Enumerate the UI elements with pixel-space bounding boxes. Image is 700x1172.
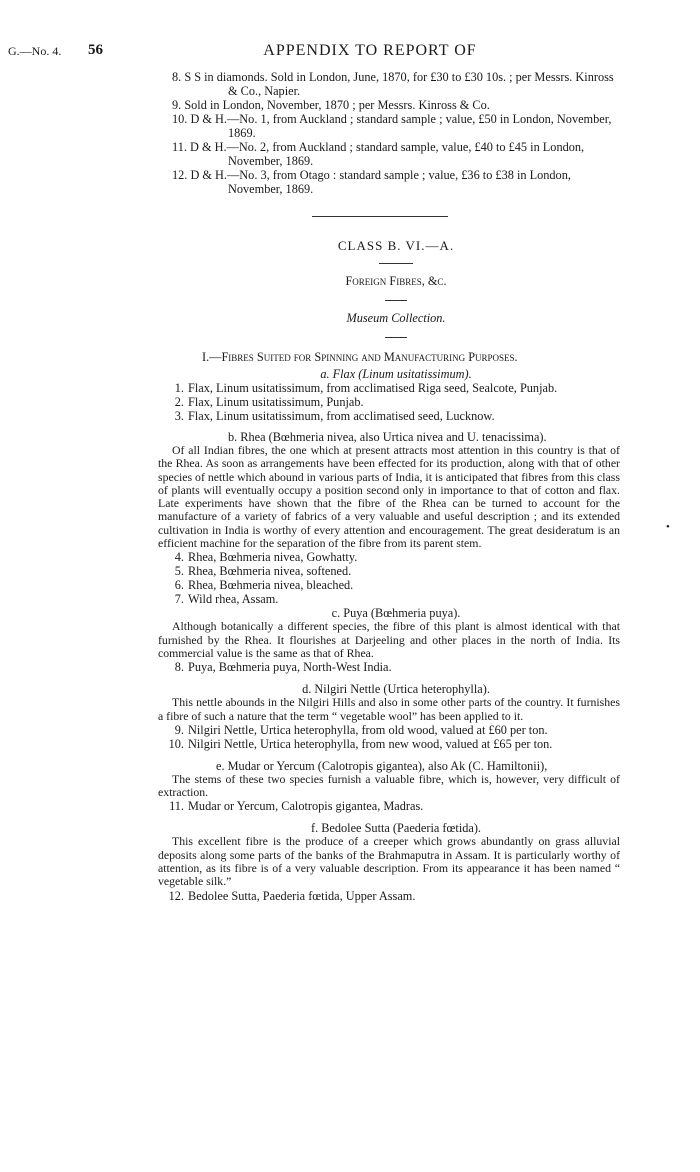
item-number: 8. xyxy=(172,70,182,84)
item-number: 6. xyxy=(174,578,184,593)
item-number: 12. xyxy=(168,888,184,903)
subsection-heading-a: a. Flax (Linum usitatissimum). xyxy=(320,367,472,381)
mudar-paragraph: The stems of these two species furnish a valuable fibre, which is, however, very difficult of extraction. xyxy=(158,771,620,800)
list-item xyxy=(172,70,620,98)
list-item xyxy=(168,550,620,564)
list-item xyxy=(168,592,620,606)
item-number: 9. xyxy=(172,98,182,112)
item-number: 3. xyxy=(174,409,184,423)
section-heading: I.—Fibres Suited for Spinning and Manufacturing Purposes. xyxy=(202,350,518,364)
item-text: S S in diamonds. Sold in London, June, 1870, for £30 to £30 10s. ; per Messrs. Kinross & Co., Napier. xyxy=(184,70,614,98)
page-body xyxy=(158,70,620,903)
nettle-list xyxy=(168,723,620,751)
item-text: Flax, Linum usitatissimum, Punjab. xyxy=(188,395,364,409)
item-text: D & H.—No. 1, from Auckland ; standard sample ; value, £50 in London, November, 1869. xyxy=(190,112,612,140)
item-number: 1. xyxy=(174,381,184,395)
item-text: Flax, Linum usitatissimum, from acclimatised seed, Lucknow. xyxy=(188,409,495,423)
list-item xyxy=(168,799,620,813)
list-item xyxy=(168,660,620,674)
list-item xyxy=(164,168,620,196)
item-number: 12. xyxy=(172,168,188,182)
item-text: Nilgiri Nettle, Urtica heterophylla, from new wood, valued at £65 per ton. xyxy=(188,736,553,751)
short-divider xyxy=(385,300,407,301)
list-item xyxy=(164,140,620,168)
item-number: 4. xyxy=(174,550,184,565)
item-text: D & H.—No. 3, from Otago : standard sample ; value, £36 to £38 in London, November, 1869. xyxy=(190,168,571,196)
sub-heading: Foreign Fibres, &c. xyxy=(345,274,447,288)
item-number: 8. xyxy=(174,660,184,675)
item-text: Bedolee Sutta, Paederia fœtida, Upper Assam. xyxy=(188,888,416,903)
sutta-paragraph: This excellent fibre is the produce of a creeper which grows abundantly on grass alluvial deposits along some parts of the banks of the Brahmaputra in Assam. It is particularly worthy of attention, as its fibre is of a very valuable description. From its appearance it has been named “ vegetable silk.” xyxy=(158,834,620,889)
list-item xyxy=(168,737,620,751)
rhea-paragraph: Of all Indian fibres, the one which at present attracts most attention in this country is that of the Rhea. As soon as arrangements have been effected for its production, along with that of other species of nettle which abound in various parts of India, it is anticipated that fibres from this class of plants will eventually occupy a position second only in importance to that of cotton and flax. Late experiments have shown that the fibre of the Rhea can be turned to account for the manufacture of a variety of fabrics of a very valuable and useful description ; and its extended cultivation in India is worthy of every attention and encouragement. The great desideratum is an efficient machine for the separation of the fibre from its parent stem. xyxy=(158,443,620,551)
list-item xyxy=(168,381,620,395)
class-heading: CLASS B. VI.—A. xyxy=(337,238,455,253)
list-item xyxy=(168,564,620,578)
list-item xyxy=(172,98,620,112)
rhea-list xyxy=(168,550,620,606)
mudar-list xyxy=(168,799,620,813)
item-text: Rhea, Bœhmeria nivea, bleached. xyxy=(188,578,354,593)
section-divider xyxy=(312,216,448,217)
item-number: 9. xyxy=(174,722,184,737)
document-reference: G.—No. 4. xyxy=(8,44,62,58)
list-item xyxy=(164,112,620,140)
sutta-list xyxy=(168,889,620,903)
page-header xyxy=(0,44,700,70)
running-title: APPENDIX TO REPORT OF xyxy=(263,42,477,59)
nettle-paragraph: This nettle abounds in the Nilgiri Hills and also in some other parts of the country. It furnishes a fibre of such a nature that the term “ vegetable wool” has been applied to it. xyxy=(158,695,620,723)
item-text: Wild rhea, Assam. xyxy=(188,592,279,607)
item-text: Flax, Linum usitatissimum, from acclimatised Riga seed, Sealcote, Punjab. xyxy=(188,381,558,395)
item-text: Rhea, Bœhmeria nivea, softened. xyxy=(188,564,352,579)
item-text: Puya, Bœhmeria puya, North-West India. xyxy=(188,660,392,675)
subsection-heading-c: c. Puya (Bœhmeria puya). xyxy=(331,606,461,621)
subsection-heading-f: f. Bedolee Sutta (Paederia fœtida). xyxy=(310,821,482,836)
short-divider xyxy=(385,337,407,338)
item-text: Mudar or Yercum, Calotropis gigantea, Madras. xyxy=(188,799,424,814)
item-text: Nilgiri Nettle, Urtica heterophylla, from old wood, valued at £60 per ton. xyxy=(188,722,548,737)
top-list xyxy=(172,70,620,196)
page-number: 56 xyxy=(88,42,103,58)
item-text: Sold in London, November, 1870 ; per Messrs. Kinross & Co. xyxy=(184,98,490,112)
subsection-heading-e: e. Mudar or Yercum (Calotropis gigantea), also Ak (C. Hamiltonii), xyxy=(216,758,548,773)
list-item xyxy=(168,889,620,903)
list-item xyxy=(168,409,620,423)
item-number: 7. xyxy=(174,592,184,607)
item-text: Rhea, Bœhmeria nivea, Gowhatty. xyxy=(188,550,358,565)
item-number: 2. xyxy=(174,395,184,409)
item-number: 10. xyxy=(172,112,188,126)
item-number: 5. xyxy=(174,564,184,579)
item-number: 11. xyxy=(172,140,187,154)
list-item xyxy=(168,578,620,592)
item-number: 10. xyxy=(168,736,184,751)
list-item xyxy=(168,395,620,409)
subsection-heading-d: d. Nilgiri Nettle (Urtica heterophylla). xyxy=(302,682,490,697)
puya-list xyxy=(168,660,620,674)
margin-mark: • xyxy=(666,521,670,533)
collection-title: Museum Collection. xyxy=(346,311,446,325)
item-number: 11. xyxy=(169,799,184,814)
short-divider xyxy=(379,263,413,264)
subsection-heading-b: b. Rhea (Bœhmeria nivea, also Urtica nivea and U. tenacissima). xyxy=(228,430,547,444)
item-text: D & H.—No. 2, from Auckland ; standard sample, value, £40 to £45 in London, November, 1869. xyxy=(190,140,585,168)
puya-paragraph: Although botanically a different species, the fibre of this plant is almost identical with that furnished by the Rhea. It flourishes at Darjeeling and other places in the north of India. Its commercial value is the same as that of Rhea. xyxy=(158,619,620,660)
list-item xyxy=(168,723,620,737)
flax-list xyxy=(168,381,620,423)
